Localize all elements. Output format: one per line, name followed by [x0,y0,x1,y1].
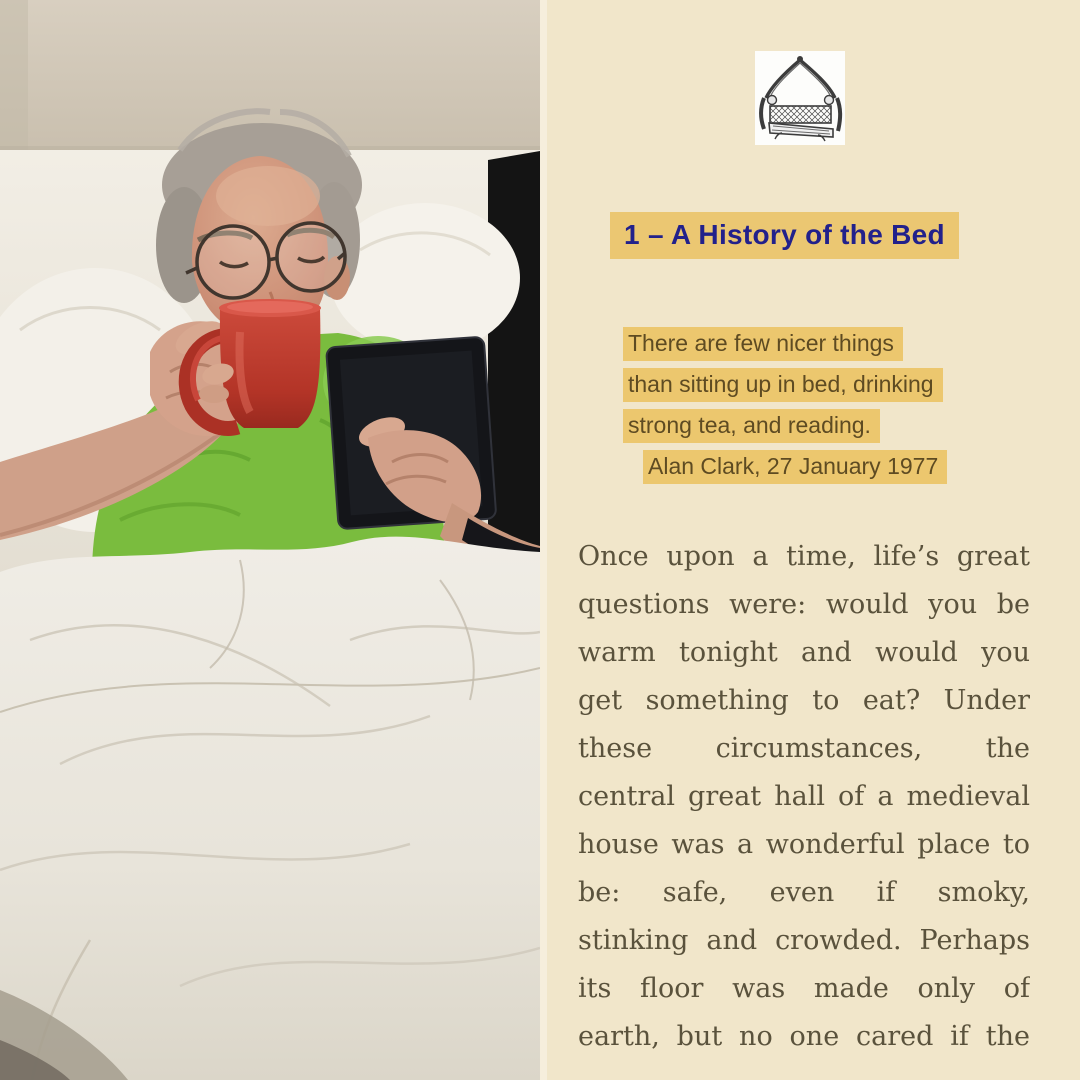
body-line: questions were: would you be [578,589,1030,620]
chapter-title: 1 – A History of the Bed [610,212,959,259]
book-page-panel [540,0,1080,1080]
body-line: warm tonight and would you [578,637,1030,668]
panel-edge-highlight [540,0,547,1080]
body-text [578,533,1030,1061]
body-line: its floor was made only of [578,973,1030,1004]
canopy-bed-illustration [755,51,845,145]
canopy-bed-sketch-icon [755,51,845,145]
quote-line: strong tea, and reading. [623,409,947,450]
body-line: get something to eat? Under [578,685,1030,716]
body-line: house was a wonderful place to [578,829,1030,860]
quote-line: There are few nicer things [623,327,947,368]
body-line: Once upon a time, life’s great [578,541,1030,572]
body-line: stinking and crowded. Perhaps [578,925,1030,956]
quote-line: than sitting up in bed, drinking [623,368,947,409]
quote-attribution: Alan Clark, 27 January 1977 [623,450,947,491]
glasses-icon [197,226,269,298]
body-line: earth, but no one cared if the [578,1021,1030,1052]
quote-block [623,327,947,491]
body-line: central great hall of a medieval [578,781,1030,812]
body-line: these circumstances, the [578,733,1030,764]
body-line: be: safe, even if smoky, [578,877,1030,908]
